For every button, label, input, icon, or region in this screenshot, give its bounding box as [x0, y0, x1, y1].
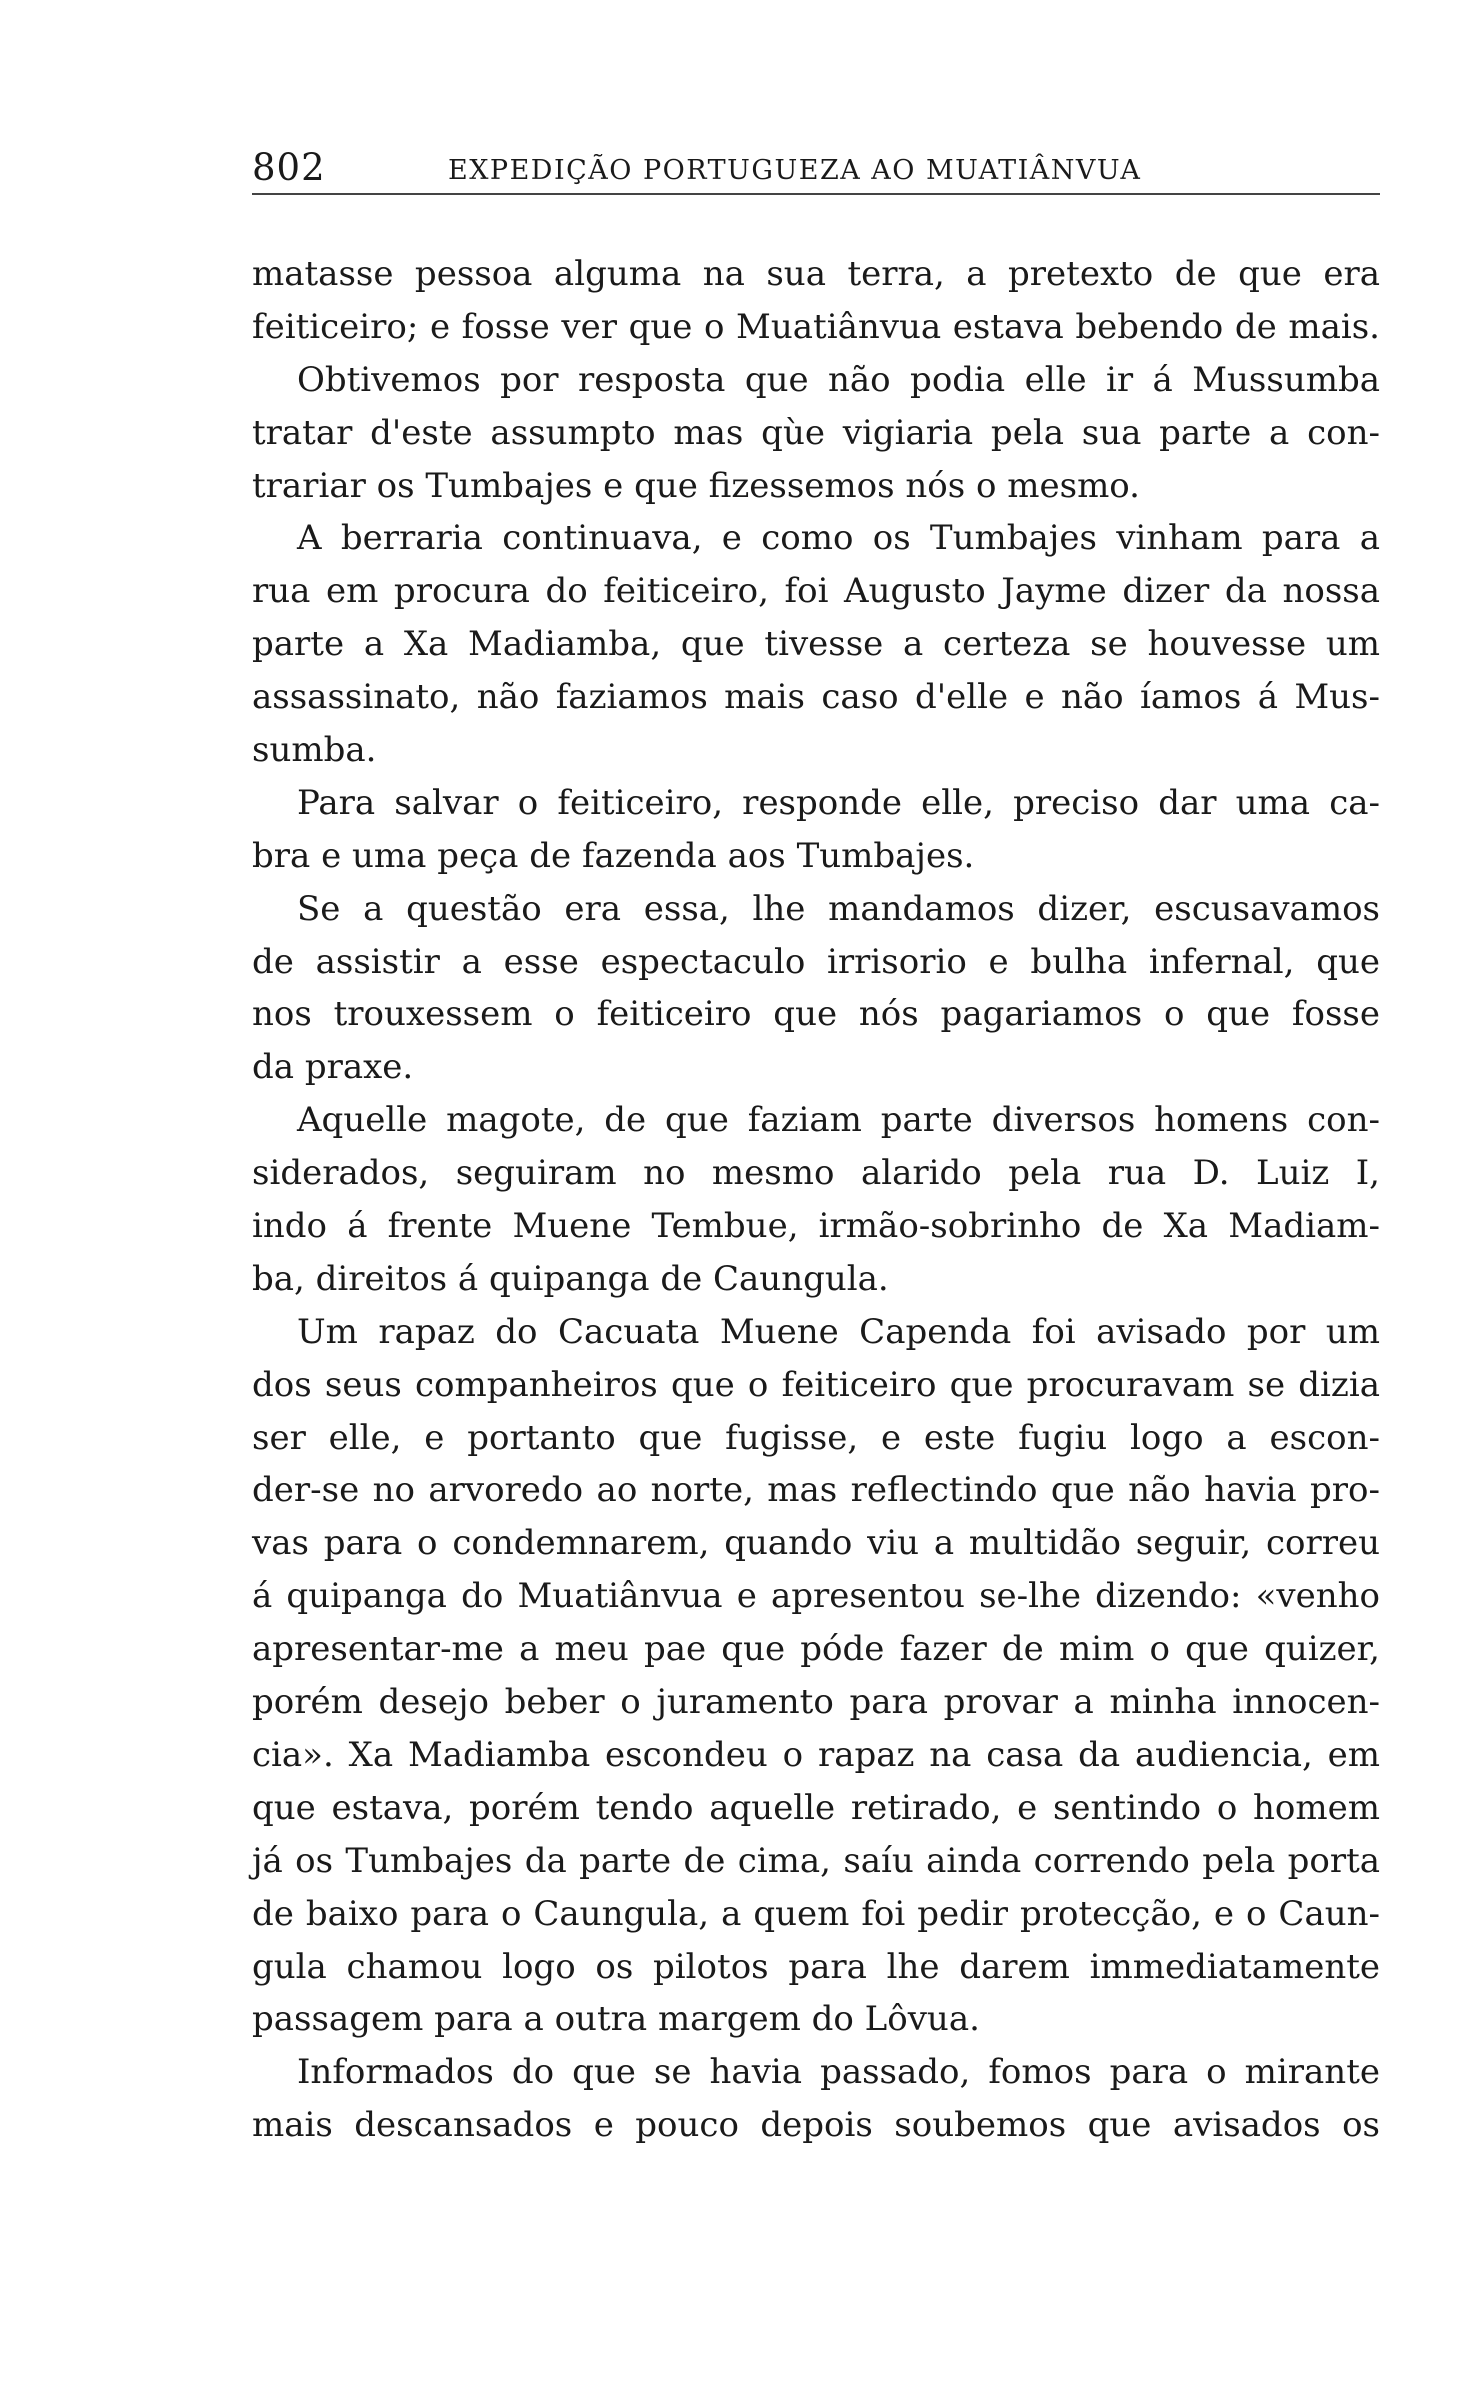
text-line: mais descansados e pouco depois soubemos que avisados os [252, 2105, 1380, 2146]
page-number: 802 [252, 146, 326, 189]
text-line: sumba. [252, 730, 377, 771]
text-line: indo á frente Muene Tembue, irmão-sobrinho de Xa Madiam- [252, 1206, 1380, 1247]
header-rule [252, 193, 1380, 195]
text-line: vas para o condemnarem, quando viu a multidão seguir, correu [252, 1523, 1380, 1564]
body-text [252, 248, 1380, 2152]
text-line: Para salvar o feiticeiro, responde elle, preciso dar uma ca- [297, 782, 1380, 823]
running-title: EXPEDIÇÃO PORTUGUEZA AO MUATIÂNVUA [448, 155, 1142, 186]
text-line: nos trouxessem o feiticeiro que nós pagariamos o que fosse [252, 994, 1380, 1035]
text-line: que estava, porém tendo aquelle retirado, e sentindo o homem [252, 1787, 1380, 1828]
text-line: Informados do que se havia passado, fomos para o mirante [297, 2052, 1380, 2093]
text-line: A berraria continuava, e como os Tumbajes vinham para a [297, 518, 1380, 559]
page-header [252, 143, 1380, 199]
text-line: já os Tumbajes da parte de cima, saíu ainda correndo pela porta [252, 1840, 1380, 1881]
text-line: Aquelle magote, de que faziam parte diversos homens con- [297, 1100, 1380, 1141]
text-line: ser elle, e portanto que fugisse, e este fugiu logo a escon- [252, 1417, 1380, 1458]
text-line: apresentar-me a meu pae que póde fazer de mim o que quizer, [252, 1629, 1380, 1670]
text-line: dos seus companheiros que o feiticeiro que procuravam se dizia [252, 1364, 1380, 1405]
text-line: assassinato, não faziamos mais caso d'elle e não íamos á Mus- [252, 677, 1380, 718]
text-line: passagem para a outra margem do Lôvua. [252, 1999, 980, 2040]
text-line: á quipanga do Muatiânvua e apresentou se-lhe dizendo: «venho [252, 1576, 1380, 1617]
text-line: Obtivemos por resposta que não podia elle ir á Mussumba [297, 359, 1380, 400]
text-line: de baixo para o Caungula, a quem foi pedir protecção, e o Caun- [252, 1893, 1380, 1934]
text-line: matasse pessoa alguma na sua terra, a pretexto de que era [252, 254, 1380, 294]
text-line: da praxe. [252, 1047, 414, 1088]
text-line: trariar os Tumbajes e que fizessemos nós o mesmo. [252, 465, 1140, 506]
text-line: cia». Xa Madiamba escondeu o rapaz na casa da audiencia, em [252, 1734, 1380, 1775]
text-line: ba, direitos á quipanga de Caungula. [252, 1258, 889, 1299]
text-line: siderados, seguiram no mesmo alarido pela rua D. Luiz I, [252, 1153, 1380, 1194]
text-line: Um rapaz do Cacuata Muene Capenda foi avisado por um [297, 1311, 1380, 1352]
text-line: tratar d'este assumpto mas qùe vigiaria pela sua parte a con- [252, 412, 1380, 453]
text-line: bra e uma peça de fazenda aos Tumbajes. [252, 835, 975, 876]
text-line: de assistir a esse espectaculo irrisorio e bulha infernal, que [252, 941, 1380, 982]
text-line: feiticeiro; e fosse ver que o Muatiânvua estava bebendo de mais. [252, 306, 1380, 347]
text-line: parte a Xa Madiamba, que tivesse a certeza se houvesse um [252, 624, 1380, 665]
text-line: gula chamou logo os pilotos para lhe darem immediatamente [252, 1946, 1380, 1987]
text-line: rua em procura do feiticeiro, foi Augusto Jayme dizer da nossa [252, 571, 1380, 612]
text-line: Se a questão era essa, lhe mandamos dizer, escusavamos [297, 888, 1380, 929]
text-line: porém desejo beber o juramento para provar a minha innocen- [252, 1682, 1380, 1723]
text-line: der-se no arvoredo ao norte, mas reflectindo que não havia pro- [252, 1470, 1380, 1511]
